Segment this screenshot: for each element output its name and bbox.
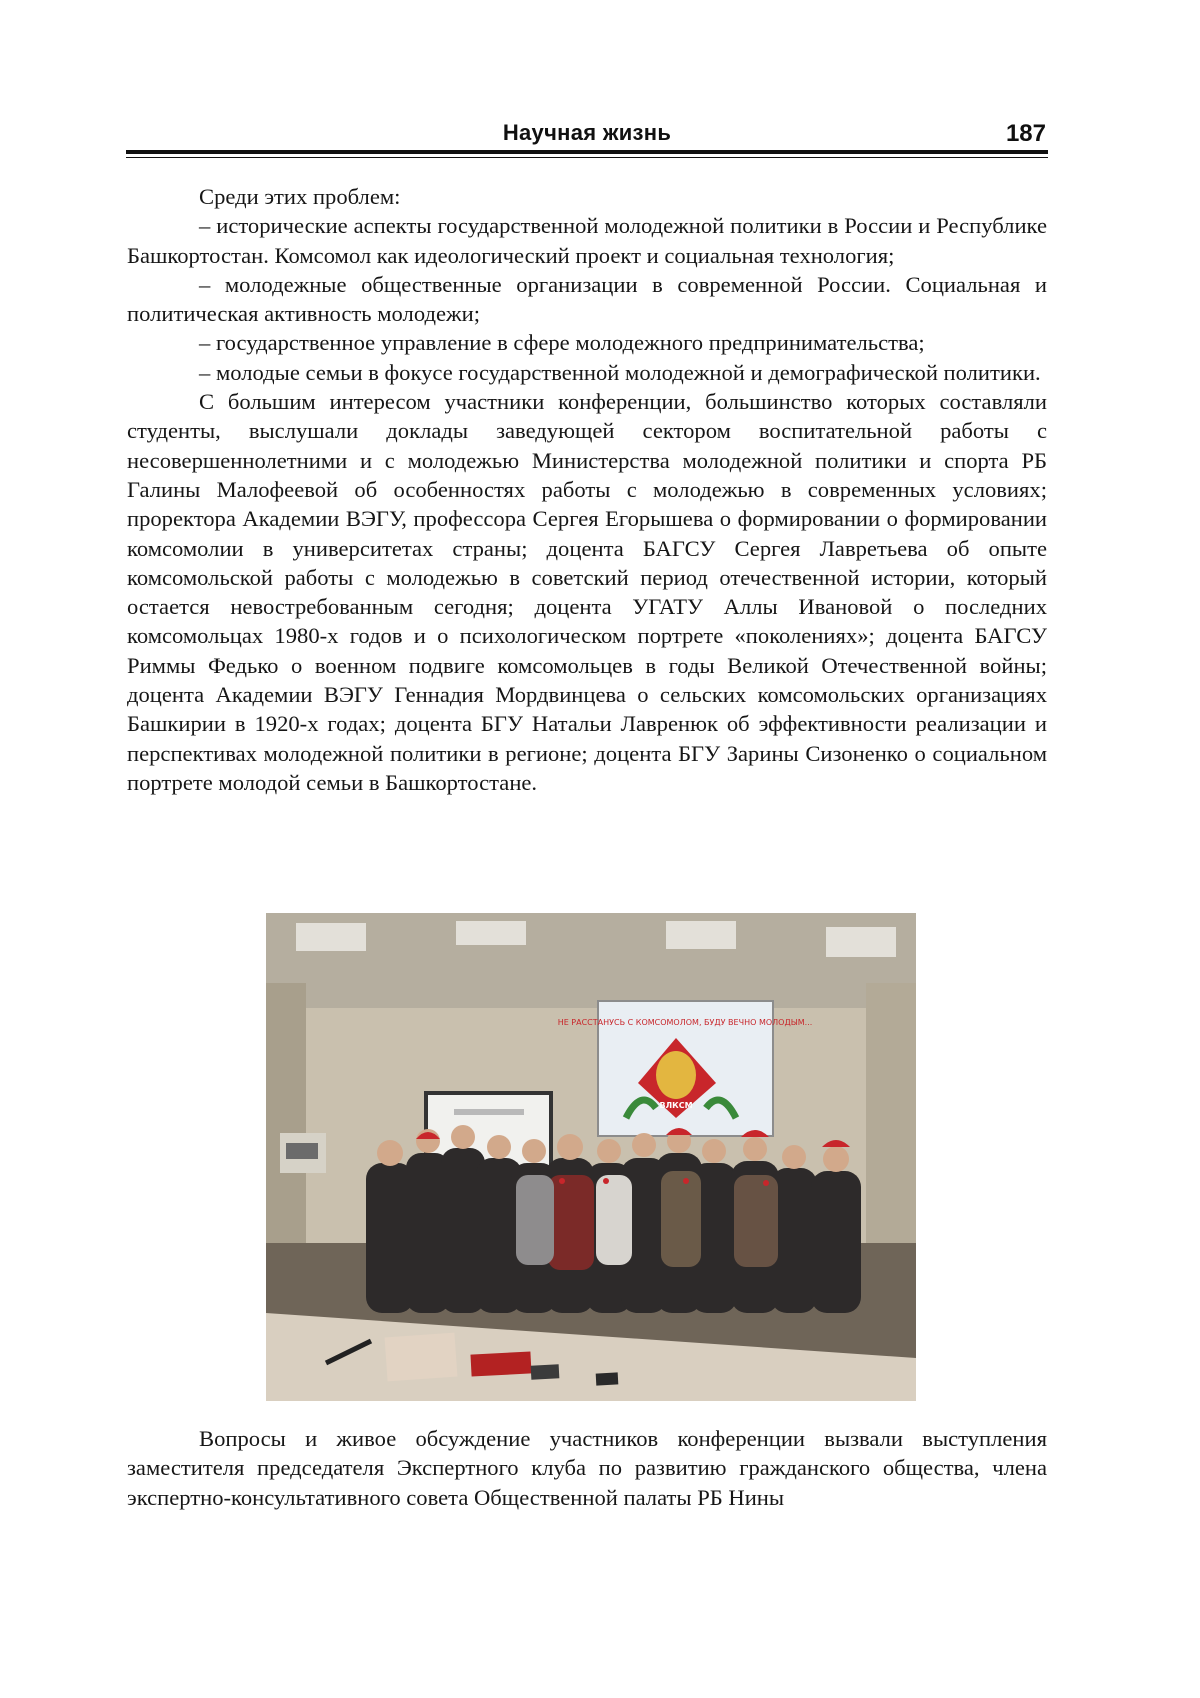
section-title: Научная жизнь [502,120,672,145]
slide-text: НЕ РАССТАНУСЬ С КОМСОМОЛОМ, БУДУ ВЕЧНО МОЛОДЫМ... [557,1018,813,1027]
badge-text: ВЛКСМ [659,1101,693,1110]
body-text-top [127,182,1047,797]
lead-line: Среди этих проблем: [199,184,401,209]
problem-item-1: – исторические аспекты государственной молодежной политики в России и Республике Башкортостан. Комсомол как идеологический проект и социальная технология; [127,213,1047,268]
problem-item-2: – молодежные общественные организации в современной России. Социальная и политическая активность молодежи; [127,271,1047,327]
group-photo-illustration [266,913,916,1401]
page-number: 187 [1005,120,1046,147]
discussion-paragraph: Вопросы и живое обсуждение участников конференции вызвали выступления заместителя председателя Экспертного клуба по развитию гражданского общества, члена экспертно-консультативного совета Общественной палаты РБ Нины [127,1426,1047,1510]
problem-item-4: – молодые семьи в фокусе государственной молодежной и демографической политики. [199,359,1041,385]
problem-item-3: – государственное управление в сфере молодежного предпринимательства; [199,330,925,356]
header-rule-thick [126,150,1048,154]
header-rule-thin [126,157,1048,158]
group-photo [266,913,916,1401]
running-header [126,118,1048,148]
body-text-bottom [127,1424,1047,1512]
reports-paragraph: С большим интересом участники конференции, большинство которых составляли студенты, выслушали доклады заведующей сектором воспитательной работы с несовершеннолетними и с молодежью Министерства молодежной политики и спорта РБ Галины Малофеевой об особенностях работы с молодежью в современных условиях; проректора Академии ВЭГУ, профессора Сергея Егорышева о формировании о формировании комсомолии в университетах страны; доцента БАГСУ Сергея Лавретьева об опыте комсомольской работы с молодежью в советский период отечественной истории, который остается невостребованным сегодня; доцента УГАТУ Аллы Ивановой о последних комсомольцах 1980-х годов и о психологическом портрете «поколениях»; доцента БАГСУ Риммы Федько о военном подвиге комсомольцев в годы Великой Отечественной войны; доцента Академии ВЭГУ Геннадия Мордвинцева о сельских комсомольских организациях Башкирии в 1920-х годах; доцента БГУ Натальи Лавренюк об эффективности реализации и перспективах молодежной политики в регионе; доцента БГУ Зарины Сизоненко о социальном портрете молодой семьи в Башкортостане. [127,389,1047,795]
